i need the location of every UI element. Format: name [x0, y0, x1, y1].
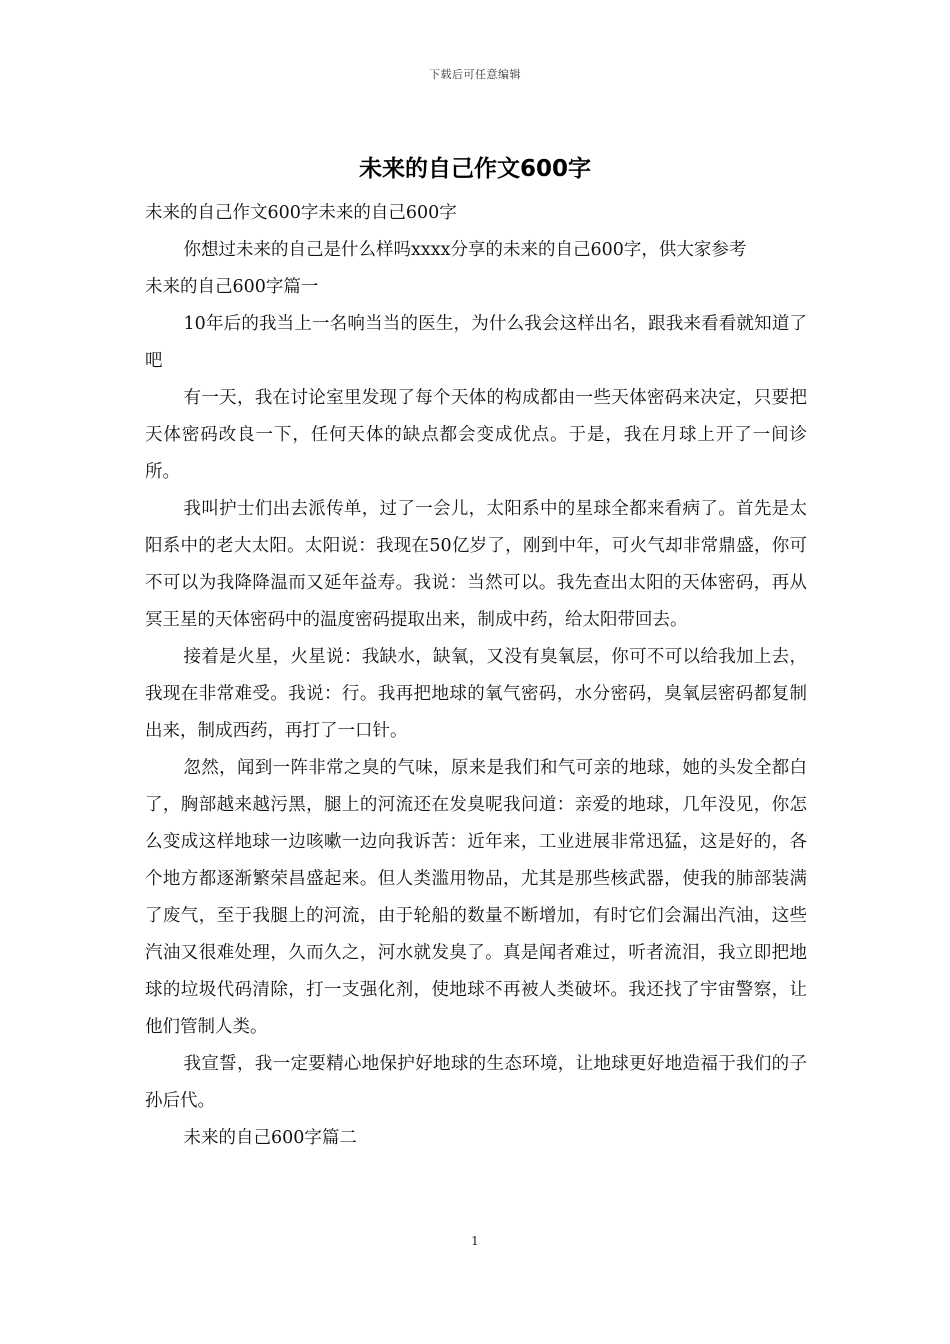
header-note: 下载后可任意编辑 [429, 68, 521, 81]
paragraph-section-heading-1: 未来的自己600字篇一 [145, 277, 319, 297]
page-number: 1 [471, 1234, 479, 1248]
paragraph: 10年后的我当上一名响当当的医生，为什么我会这样出名，跟我来看看就知道了吧 [145, 314, 807, 371]
paragraph: 接着是火星，火星说：我缺水，缺氧，又没有臭氧层，你可不可以给我加上去，我现在非常难受。我说：行。我再把地球的氧气密码，水分密码，臭氧层密码都复制出来，制成西药，再打了一口针。 [145, 647, 807, 741]
paragraph: 忽然，闻到一阵非常之臭的气味，原来是我们和气可亲的地球，她的头发全都白了，胸部越来越污黑，腿上的河流还在发臭呢我问道：亲爱的地球，几年没见，你怎么变成这样地球一边咳嗽一边向我诉苦：近年来，工业进展非常迅猛，这是好的，各个地方都逐渐繁荣昌盛起来。但人类滥用物品，尤其是那些核武器，使我的肺部装满了废气，至于我腿上的河流，由于轮船的数量不断增加，有时它们会漏出汽油，这些汽油又很难处理，久而久之，河水就发臭了。真是闻者难过，听者流泪，我立即把地球的垃圾代码清除，打一支强化剂，使地球不再被人类破坏。我还找了宇宙警察，让他们管制人类。 [145, 758, 807, 1037]
paragraph-section-heading-2: 未来的自己600字篇二 [183, 1128, 357, 1148]
paragraph: 有一天，我在讨论室里发现了每个天体的构成都由一些天体密码来决定，只要把天体密码改良一下，任何天体的缺点都会变成优点。于是，我在月球上开了一间诊所。 [145, 388, 807, 482]
paragraph-intro: 你想过未来的自己是什么样吗xxxx分享的未来的自己600字，供大家参考 [183, 240, 747, 260]
paragraph: 我叫护士们出去派传单，过了一会儿，太阳系中的星球全都来看病了。首先是太阳系中的老大太阳。太阳说：我现在50亿岁了，刚到中年，可火气却非常鼎盛，你可不可以为我降降温而又延年益寿。我说：当然可以。我先查出太阳的天体密码，再从冥王星的天体密码中的温度密码提取出来，制成中药，给太阳带回去。 [145, 499, 807, 630]
document-body [145, 195, 807, 1157]
paragraph-subtitle: 未来的自己作文600字未来的自己600字 [145, 203, 457, 223]
paragraph: 我宣誓，我一定要精心地保护好地球的生态环境，让地球更好地造福于我们的子孙后代。 [145, 1054, 807, 1111]
document-title: 未来的自己作文600字 [358, 156, 591, 182]
